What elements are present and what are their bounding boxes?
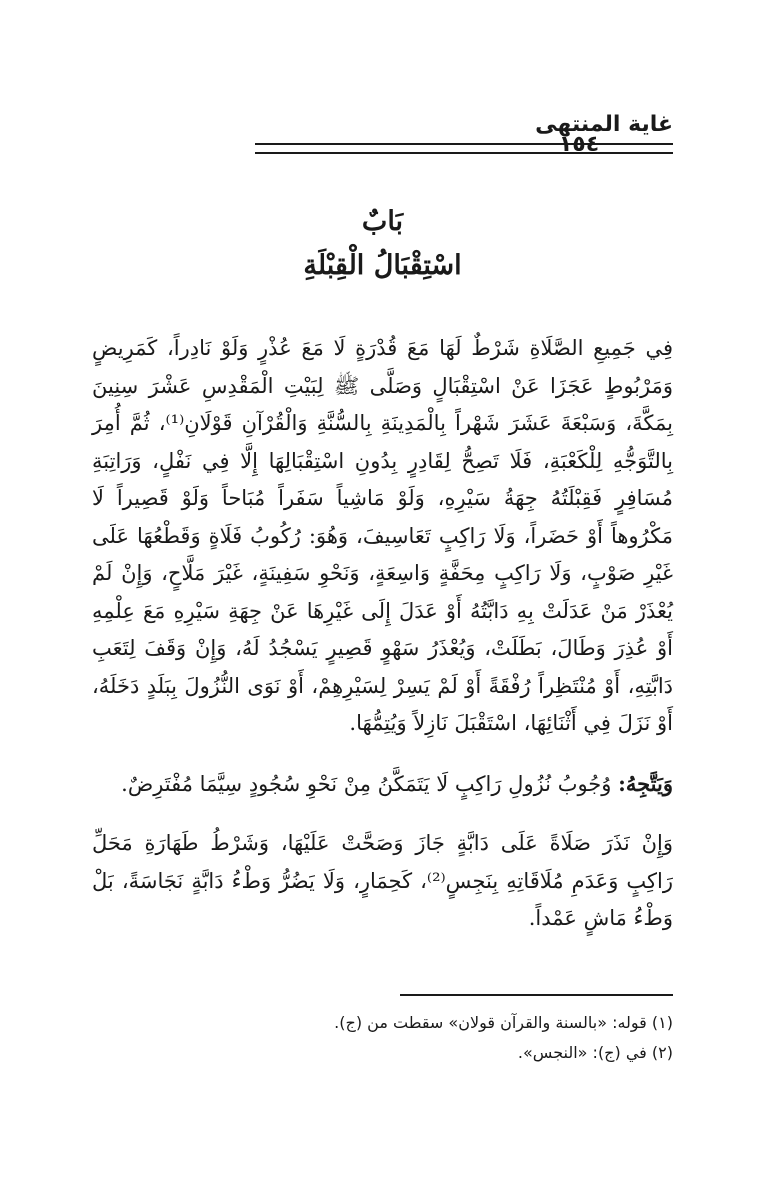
header-double-rule-short [610, 143, 664, 154]
footnote-1: (١) قوله: «بالسنة والقرآن قولان» سقطت من (ج). [334, 1013, 673, 1032]
chapter-label: بَابٌ [361, 206, 404, 237]
footnotes [92, 1008, 673, 1068]
note-label: وَيَتَّجِهُ: [618, 770, 673, 796]
note-text: وُجُوبُ نُزُولِ رَاكِبٍ لَا يَتَمَكَّنُ مِنْ نَحْوِ سُجُودٍ سِيَّمَا مُفْتَرِضٌ. [121, 771, 619, 796]
footnote-2: (٢) في (ج): «النجس». [517, 1043, 673, 1062]
paragraph-last: وَإِنْ نَذَرَ صَلَاةً عَلَى دَابَّةٍ جَازَ وَصَحَّتْ عَلَيْهَا، وَشَرْطُ طَهَارَةِ مَحَلِّ رَاكِبٍ وَعَدَمِ مُلَاقَاتِهِ بِنَجِسٍ⁽²⁾، كَحِمَارٍ، وَلَا يَضُرُّ وَطْءُ دَابَّةٍ نَجَاسَةً، بَلْ وَطْءُ مَاشٍ عَمْداً. [92, 831, 673, 930]
paragraph-main: فِي جَمِيعِ الصَّلَاةِ شَرْطٌ لَهَا مَعَ قُدْرَةٍ لَا مَعَ عُذْرٍ وَلَوْ نَادِراً، كَمَرِيضٍ وَمَرْبُوطٍ عَجَزَا عَنْ اسْتِقْبَالٍ وَصَلَّى ﷺ لِبَيْتِ الْمَقْدِسِ عَشْرَ سِنِينَ بِمَكَّةَ، وَسَبْعَةَ عَشَرَ شَهْراً بِالْمَدِينَةِ بِالسُّنَّةِ وَالْقُرْآنِ قَوْلَانِ⁽¹⁾، ثُمَّ أُمِرَ بِالتَّوَجُّهِ لِلْكَعْبَةِ، فَلَا تَصِحُّ لِقَادِرٍ بِدُونِ اسْتِقْبَالِهَا إِلَّا فِي نَفْلٍ، وَرَاتِبَةِ مُسَافِرٍ فَقِبْلَتُهُ جِهَةُ سَيْرِهِ، وَلَوْ مَاشِياً سَفَراً مُبَاحاً وَلَوْ قَصِيراً لَا مَكْرُوهاً أَوْ حَضَراً، وَلَا رَاكِبٍ تَعَاسِيفَ، وَهُوَ: رُكُوبُ فَلَاةٍ وَقَطْعُهَا عَلَى غَيْرِ صَوْبٍ، وَلَا رَاكِبٍ مِحَفَّةٍ وَاسِعَةٍ، وَنَحْوِ سَفِينَةٍ، غَيْرَ مَلَّاحٍ، وَإِنْ لَمْ يُعْذَرْ مَنْ عَدَلَتْ بِهِ دَابَّتُهُ أَوْ عَدَلَ إِلَى غَيْرِهَا عَنْ جِهَةِ سَيْرِهِ مَعَ عِلْمِهِ أَوْ عُذِرَ وَطَالَ، بَطَلَتْ، وَيُعْذَرُ سَهْوٍ قَصِيرٍ يَسْجُدُ لَهُ، وَإِنْ وَقَفَ لِتَعَبِ دَابَّتِهِ، أَوْ مُنْتَظِراً رُفْقَةً أَوْ لَمْ يَسِرْ لِسَيْرِهِمْ، أَوْ نَوَى النُّزُولَ بِبَلَدٍ دَخَلَهُ، أَوْ نَزَلَ فِي أَثْنَائِهَا، اسْتَقْبَلَ نَازِلاً وَيُتِمُّهَا. [92, 336, 673, 735]
paragraph-note [92, 765, 673, 804]
running-title: غاية المنتهى [535, 112, 673, 137]
chapter-title: اسْتِقْبَالُ الْقِبْلَةِ [303, 250, 462, 281]
footnote-separator [400, 994, 673, 996]
page-number: ١٥٤ [558, 132, 600, 157]
body-text [92, 330, 673, 938]
